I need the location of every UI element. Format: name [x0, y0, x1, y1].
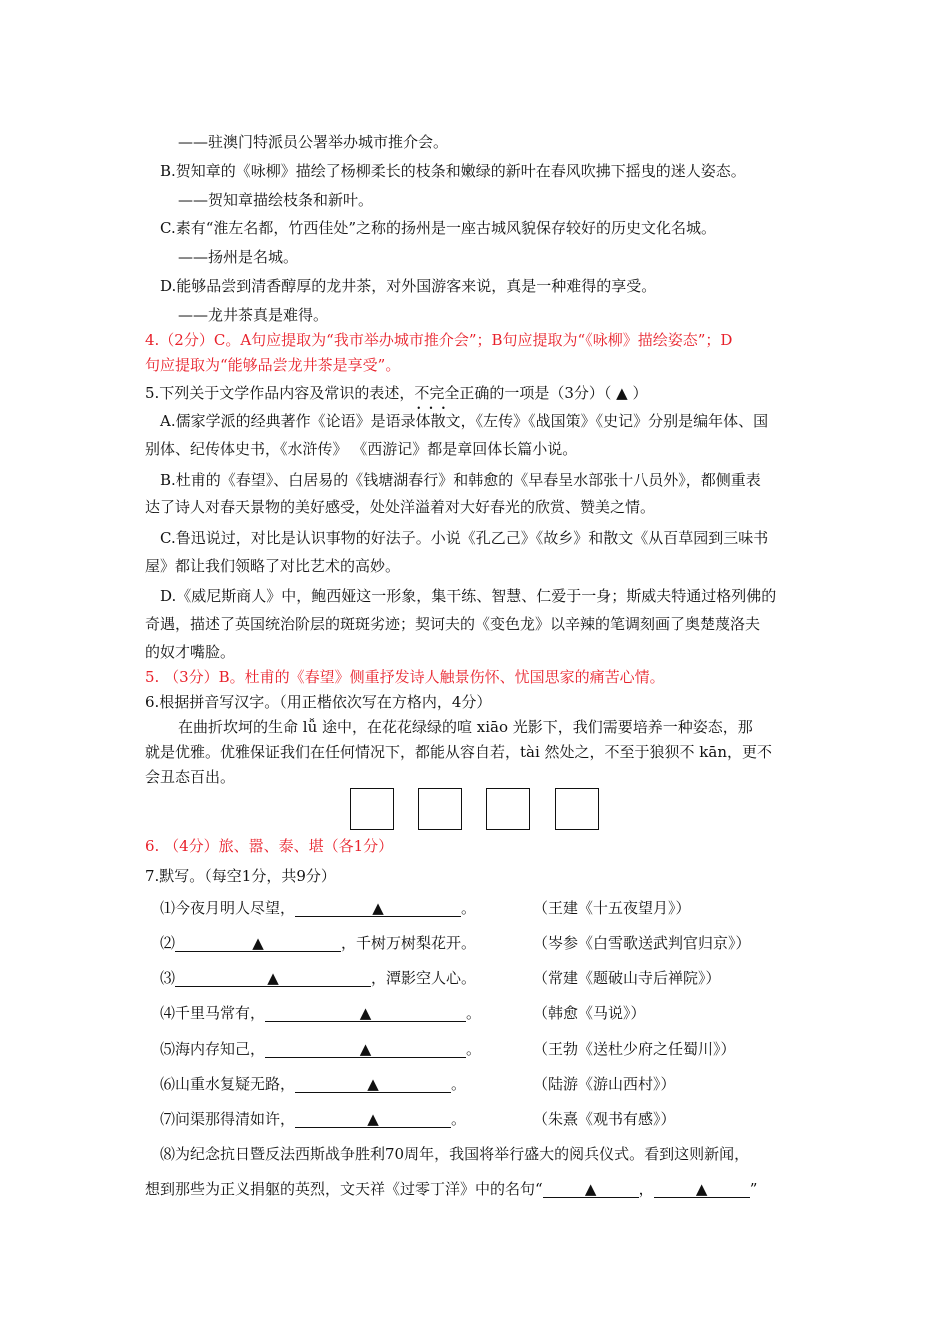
q7-item-7-source: （朱熹《观书有感》）: [533, 1110, 676, 1128]
q5-option-d-line2: 奇遇，描述了英国统治阶层的斑斑劣迹；契诃夫的《变色龙》以辛辣的笔调刻画了奥楚蔑洛夫: [145, 615, 761, 633]
q5-stem: [145, 383, 647, 403]
q4-option-d-answer: ——龙井茶真是难得。: [178, 306, 329, 324]
answer-box-3[interactable]: [486, 788, 530, 830]
item-suffix: 。: [466, 1004, 482, 1022]
item-suffix: ，潭影空人心。: [371, 969, 477, 987]
fill-blank[interactable]: [295, 900, 461, 917]
q4-option-b: B.贺知章的《咏柳》描绘了杨柳柔长的枝条和嫩绿的新叶在春风吹拂下摇曳的迷人姿态。: [160, 162, 746, 180]
fill-blank[interactable]: [654, 1181, 750, 1198]
item-suffix: 。: [451, 1075, 467, 1093]
item-prefix: 山重水复疑无路，: [175, 1075, 296, 1093]
item-number: ⑸: [160, 1040, 176, 1058]
triangle-mark: ▲: [359, 1040, 372, 1058]
triangle-mark: ▲: [367, 1075, 379, 1093]
item-prefix: 海内存知己，: [175, 1040, 266, 1058]
q4-option-a-answer: ——驻澳门特派员公署举办城市推介会。: [178, 133, 449, 151]
item-suffix: 。: [466, 1040, 482, 1058]
item-prefix: 千里马常有，: [175, 1004, 266, 1022]
item-suffix: ，千树万树梨花开。: [341, 934, 477, 952]
q4-option-c-answer: ——扬州是名城。: [178, 248, 299, 266]
q6-passage-line3: 会丑态百出。: [145, 768, 236, 786]
triangle-mark: ▲: [372, 899, 384, 917]
item-8-text: 想到那些为正义捐躯的英烈，文天祥《过零丁洋》中的名句“: [145, 1180, 543, 1198]
answer-box-2[interactable]: [418, 788, 462, 830]
q4-answer-key-line2: 句应提取为“能够品尝龙井茶是享受”。: [145, 356, 401, 374]
q5-option-d-line3: 的奴才嘴脸。: [145, 643, 236, 661]
fill-blank[interactable]: [265, 1041, 466, 1058]
q5-option-a-line1: A.儒家学派的经典著作《论语》是语录体散文，《左传》《战国策》《史记》分别是编年体、国: [160, 412, 769, 430]
item-suffix: 。: [451, 1110, 467, 1128]
q7-item-5: [160, 1039, 481, 1059]
q4-option-d: D.能够品尝到清香醇厚的龙井茶，对外国游客来说，真是一种难得的享受。: [160, 277, 657, 295]
fill-blank[interactable]: [295, 1111, 451, 1128]
item-number: ⑵: [160, 934, 176, 952]
q7-item-4: [160, 1003, 481, 1023]
item-number: ⑴: [160, 899, 176, 917]
q5-stem-part1: 5.下列关于文学作品内容及常识的表述，: [145, 384, 415, 402]
q7-item-1-source: （王建《十五夜望月》）: [533, 899, 691, 917]
triangle-mark: ▲: [367, 1110, 379, 1128]
triangle-mark: ▲: [359, 1004, 372, 1022]
q7-item-3-source: （常建《题破山寺后禅院》）: [533, 969, 721, 987]
q5-option-a-line2: 别体、纪传体史书，《水浒传》 《西游记》都是章回体长篇小说。: [145, 440, 578, 458]
item-8-separator: ，: [638, 1180, 654, 1198]
q6-passage-line1: 在曲折坎坷的生命 lǚ 途中，在花花绿绿的喧 xiāo 光影下，我们需要培养一种姿态，那: [178, 718, 753, 736]
fill-blank[interactable]: [175, 970, 371, 987]
answer-box-1[interactable]: [350, 788, 394, 830]
triangle-mark: ▲: [695, 1180, 708, 1198]
answer-box-4[interactable]: [555, 788, 599, 830]
item-number: ⑺: [160, 1110, 176, 1128]
q5-stem-emphasis: 不完全 • •: [414, 384, 459, 402]
fill-blank[interactable]: [295, 1076, 451, 1093]
item-prefix: 今夜月明人尽望，: [175, 899, 296, 917]
item-8-close-quote: ”: [749, 1180, 758, 1198]
item-prefix: 问渠那得清如许，: [175, 1110, 296, 1128]
q7-item-8-line2: [145, 1179, 757, 1199]
q4-answer-key-line1: 4.（2分）C。A句应提取为“我市举办城市推介会”；B句应提取为“《咏柳》描绘姿态”；D: [145, 331, 733, 349]
q6-answer-key: 6. （4分）旅、嚣、泰、堪（各1分）: [145, 837, 394, 855]
q7-item-5-source: （王勃《送杜少府之任蜀川》）: [533, 1040, 736, 1058]
item-number: ⑹: [160, 1075, 176, 1093]
q5-stem-part2: 正确的一项是（3分）（ ▲ ）: [459, 384, 648, 402]
q7-item-8-line1: ⑻为纪念抗日暨反法西斯战争胜利70周年，我国将举行盛大的阅兵仪式。看到这则新闻，: [160, 1145, 750, 1163]
q7-item-6: [160, 1074, 466, 1094]
triangle-mark: ▲: [267, 969, 279, 987]
item-number: ⑶: [160, 969, 176, 987]
triangle-mark: ▲: [252, 934, 264, 952]
q5-option-c-line1: C.鲁迅说过，对比是认识事物的好法子。小说《孔乙己》《故乡》和散文《从百草园到三味书: [160, 529, 769, 547]
item-number: ⑷: [160, 1004, 176, 1022]
q7-stem: 7.默写。（每空1分，共9分）: [145, 867, 336, 885]
q5-option-b-line1: B.杜甫的《春望》、白居易的《钱塘湖春行》和韩愈的《早春呈水部张十八员外》，都侧重表: [160, 471, 761, 489]
fill-blank[interactable]: [175, 935, 341, 952]
item-suffix: 。: [461, 899, 477, 917]
q7-item-6-source: （陆游《游山西村》）: [533, 1075, 676, 1093]
fill-blank[interactable]: [265, 1005, 466, 1022]
q5-option-d-line1: D.《威尼斯商人》中，鲍西娅这一形象，集干练、智慧、仁爱于一身；斯威夫特通过格列佛的: [160, 587, 777, 605]
q7-item-2-source: （岑参《白雪歌送武判官归京》）: [533, 934, 751, 952]
q7-item-4-source: （韩愈《马说》）: [533, 1004, 646, 1022]
q5-option-b-line2: 达了诗人对春天景物的美好感受，处处洋溢着对大好春光的欣赏、赞美之情。: [145, 498, 656, 516]
q4-option-b-answer: ——贺知章描绘枝条和新叶。: [178, 191, 374, 209]
q6-passage-line2: 就是优雅。优雅保证我们在任何情况下，都能从容自若，tài 然处之，不至于狼狈不 kān，更不: [145, 743, 773, 761]
triangle-mark: ▲: [584, 1180, 597, 1198]
q5-option-c-line2: 屋》都让我们领略了对比艺术的高妙。: [145, 557, 401, 575]
fill-blank[interactable]: [543, 1181, 639, 1198]
q7-item-2: [160, 933, 476, 953]
q6-stem: 6.根据拼音写汉字。（用正楷依次写在方格内，4分）: [145, 693, 492, 711]
q7-item-3: [160, 968, 476, 988]
q5-answer-key: 5. （3分）B。杜甫的《春望》侧重抒发诗人触景伤怀、忧国思家的痛苦心情。: [145, 668, 665, 686]
q4-option-c: C.素有“淮左名都，竹西佳处”之称的扬州是一座古城风貌保存较好的历史文化名城。: [160, 219, 717, 237]
q7-item-7: [160, 1109, 466, 1129]
q7-item-1: [160, 898, 476, 918]
